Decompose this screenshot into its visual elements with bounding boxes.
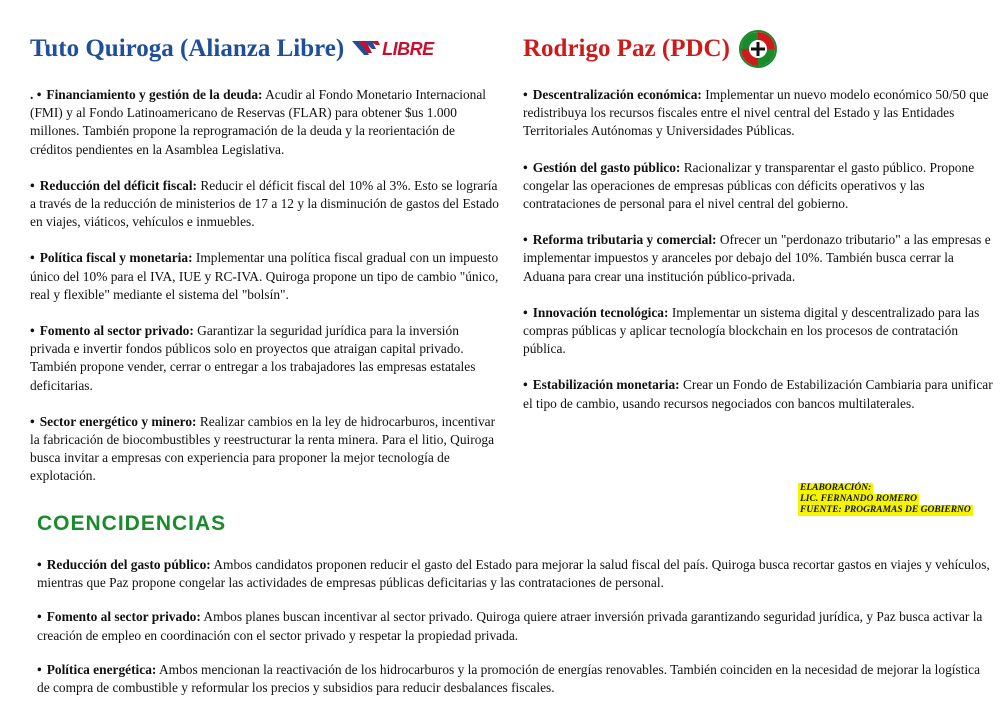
- proposal-text: Garantizar la seguridad jurídica para la inversión privada e invertir fondos públicos solo en proyectos que atraigan capital privado. También propone vender, cerrar o entregar a los trabajadores las empresas estatales deficitarias.: [30, 323, 476, 393]
- proposal-item: [30, 413, 500, 486]
- right-column: [523, 30, 993, 431]
- bullet-marker: •: [30, 413, 35, 429]
- proposal-text: Ambos planes buscan incentivar al sector privado. Quiroga quiere atraer inversión privada garantizando seguridad jurídica, y Paz busca activar la creación de empleo en coordinación con el sector privado y respetar la propiedad privada.: [37, 609, 983, 643]
- credit-line-1: ELABORACIÓN:: [800, 483, 872, 493]
- bullet-marker: . •: [30, 87, 42, 102]
- proposal-heading: Descentralización económica:: [532, 87, 702, 102]
- left-column: [30, 30, 500, 504]
- proposal-item: [30, 177, 500, 232]
- proposal-text: Crear un Fondo de Estabilización Cambiaria para unificar el tipo de cambio, usando recursos negociados con bancos multilaterales.: [523, 377, 993, 411]
- proposal-text: Implementar un nuevo modelo económico 50/50 que redistribuya los recursos fiscales entre el nivel central del Estado y las Entidades Territoriales Autónomas y Universidades Públicas.: [523, 87, 989, 139]
- right-proposals-list: [523, 86, 993, 413]
- credit-box: [798, 483, 973, 516]
- credit-line-2: LIC. FERNANDO ROMERO: [800, 494, 917, 504]
- bullet-marker: •: [523, 232, 528, 248]
- proposal-item: [30, 322, 500, 395]
- right-candidate-title: [523, 30, 993, 68]
- bullet-marker: •: [523, 377, 528, 393]
- proposal-heading: Fomento al sector privado:: [46, 609, 201, 625]
- proposal-heading: Política energética:: [46, 661, 157, 677]
- left-proposals-list: [30, 86, 500, 486]
- bullet-marker: •: [523, 304, 528, 320]
- left-title-text: Tuto Quiroga (Alianza Libre): [30, 35, 345, 62]
- proposal-item: [37, 556, 995, 592]
- bullet-marker: •: [37, 609, 42, 625]
- bullet-marker: •: [30, 177, 35, 193]
- coincidencias-title: COENCIDENCIAS: [37, 512, 227, 535]
- proposal-text: Realizar cambios en la ley de hidrocarburos, incentivar la fabricación de biocombustibles y reestructurar la renta minera. Para el litio, Quiroga busca invitar a empresas con experiencia para proponer la mejor tecnología de explotación.: [30, 413, 496, 484]
- proposal-item: [523, 304, 993, 359]
- proposal-heading: Reforma tributaria y comercial:: [532, 232, 717, 248]
- libre-logo-icon: [352, 39, 434, 60]
- bullet-marker: •: [30, 250, 35, 266]
- proposal-heading: Reducción del gasto público:: [46, 557, 211, 572]
- proposal-item: [37, 661, 995, 697]
- bullet-marker: •: [37, 661, 42, 677]
- libre-logo-text: LIBRE: [382, 38, 434, 59]
- right-title-text: Rodrigo Paz (PDC): [523, 35, 730, 62]
- proposal-item: [523, 86, 993, 141]
- proposal-text: Ofrecer un "perdonazo tributario" a las empresas e implementar impuestos y aranceles por debajo del 10%. También busca cerrar la Aduana para crear una institución público-privada.: [523, 232, 991, 284]
- bullet-marker: •: [523, 87, 528, 102]
- credit-line-3: FUENTE: PROGRAMAS DE GOBIERNO: [800, 505, 971, 515]
- proposal-text: Ambos mencionan la reactivación de los hidrocarburos y la promoción de energías renovables. También coinciden en la necesidad de mejorar la logística de compra de combustible y reformular los precios y subsidios para reducir desbalances fiscales.: [37, 661, 981, 696]
- pdc-logo-icon: [738, 29, 778, 69]
- proposal-heading: Sector energético y minero:: [39, 413, 197, 429]
- proposal-text: Ambos candidatos proponen reducir el gasto del Estado para mejorar la salud fiscal del país. Quiroga busca recortar gastos en viajes y vehículos, mientras que Paz propone congelar las actividades de empresas públicas deficitarias y las contrataciones de personal.: [37, 557, 990, 591]
- proposal-heading: Estabilización monetaria:: [532, 377, 680, 393]
- proposal-text: Acudir al Fondo Monetario Internacional (FMI) y al Fondo Latinoamericano de Reservas (FLAR) para obtener $us 1.000 millones. También propone la reprogramación de la deuda y la reorientación de créditos pendientes en la Asamblea Legislativa.: [30, 87, 487, 157]
- proposal-item: [37, 608, 995, 644]
- bullet-marker: •: [37, 557, 42, 572]
- proposal-text: Reducir el déficit fiscal del 10% al 3%. Esto se lograría a través de la reducción de ministerios de 17 a 12 y la disminución de gastos del Estado en viajes, viáticos, vehículos e inmuebles.: [30, 177, 499, 230]
- proposal-heading: Gestión del gasto público:: [532, 159, 681, 175]
- proposal-heading: Reducción del déficit fiscal:: [39, 177, 198, 193]
- proposal-item: [523, 376, 993, 412]
- bullet-marker: •: [30, 323, 35, 339]
- proposal-text: Racionalizar y transparentar el gasto público. Propone congelar las operaciones de empresas públicas con déficits operativos y las contrataciones de personal para el nivel central del gobierno.: [523, 159, 975, 212]
- proposal-heading: Innovación tecnológica:: [532, 304, 669, 320]
- proposal-item: [30, 86, 500, 159]
- proposal-heading: Financiamiento y gestión de la deuda:: [46, 87, 263, 102]
- proposal-item: [30, 249, 500, 304]
- left-candidate-title: [30, 30, 500, 68]
- proposal-heading: Política fiscal y monetaria:: [39, 250, 193, 266]
- libre-flag-icon: [352, 39, 382, 59]
- coincidencias-list: [37, 556, 995, 713]
- proposal-text: Implementar una política fiscal gradual con un impuesto único del 10% para el IVA, IUE y RC-IVA. Quiroga propone un tipo de cambio "único, real y flexible" mediante el sistema del "bolsín".: [30, 250, 499, 302]
- proposal-item: [523, 159, 993, 214]
- proposal-text: Implementar un sistema digital y descentralizado para las compras públicas y aplicar tecnología blockchain en los procesos de contratación pública.: [523, 304, 980, 357]
- proposal-item: [523, 231, 993, 286]
- proposal-heading: Fomento al sector privado:: [39, 323, 194, 339]
- bullet-marker: •: [523, 159, 528, 175]
